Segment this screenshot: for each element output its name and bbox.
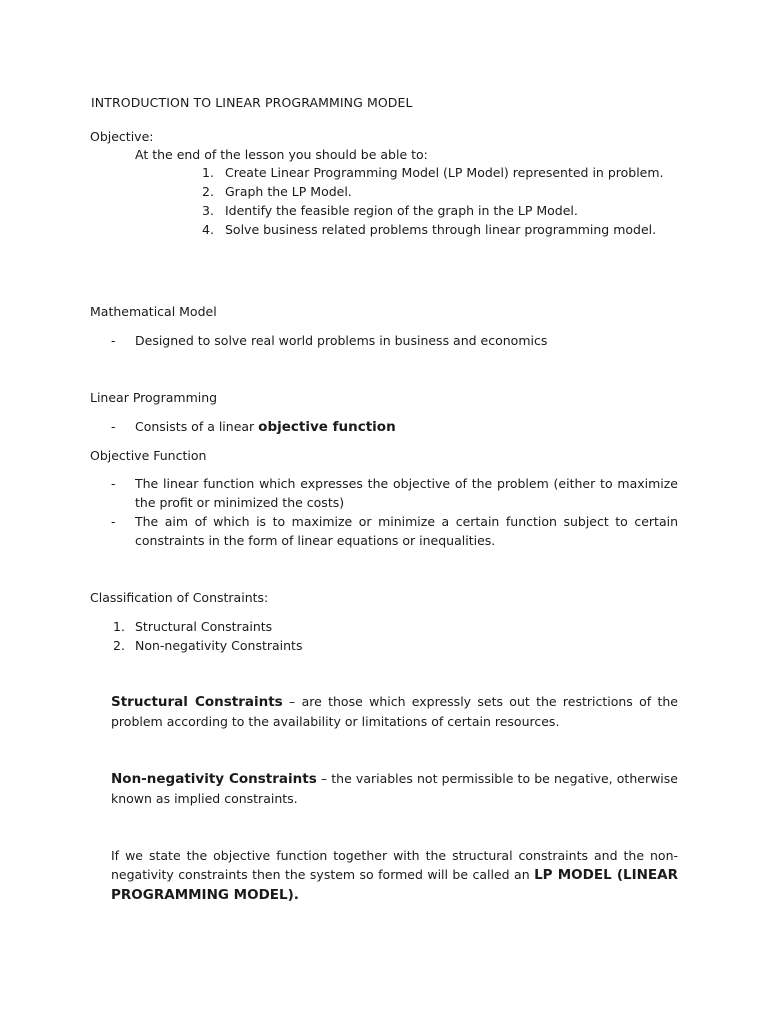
bullet-dash: -	[111, 514, 116, 529]
mathematical-model-list	[111, 331, 678, 350]
bold-term: Structural Constraints	[111, 694, 283, 710]
classification-heading: Classification of Constraints:	[90, 590, 269, 605]
list-text: Designed to solve real world problems in business and economics	[135, 333, 548, 348]
list-item	[202, 201, 664, 220]
list-text: Structural Constraints	[135, 619, 273, 634]
paragraph-text: If we state the objective function together with the structural constraints and the non-negativity constraints then the system so formed will be called an	[111, 848, 678, 882]
list-number: 3.	[202, 203, 214, 218]
list-item	[113, 617, 302, 636]
list-item	[202, 163, 664, 182]
list-text: Solve business related problems through linear programming model.	[225, 222, 657, 237]
bold-term: LP MODEL (LINEAR PROGRAMMING MODEL).	[111, 867, 678, 903]
bold-term: Non-negativity Constraints	[111, 771, 317, 787]
classification-list	[113, 617, 302, 655]
list-item	[111, 417, 678, 437]
list-text: The aim of which is to maximize or minimize a certain function subject to certain constraints in the form of linear equations or inequalities.	[135, 514, 678, 548]
list-text: Graph the LP Model.	[225, 184, 352, 199]
list-text: Identify the feasible region of the graph in the LP Model.	[225, 203, 578, 218]
bullet-dash: -	[111, 419, 116, 434]
nonnegativity-constraints-paragraph	[111, 769, 678, 808]
list-item	[111, 512, 678, 550]
lp-model-paragraph	[111, 846, 678, 905]
document-title: INTRODUCTION TO LINEAR PROGRAMMING MODEL	[91, 95, 413, 110]
bullet-dash: -	[111, 476, 116, 491]
list-number: 2.	[202, 184, 214, 199]
list-item	[113, 636, 302, 655]
definition-text: – the variables not permissible to be negative, otherwise known as implied constraints.	[111, 771, 678, 806]
bold-term: objective function	[258, 419, 396, 435]
objective-function-heading: Objective Function	[90, 448, 207, 463]
linear-programming-heading: Linear Programming	[90, 390, 218, 405]
objective-intro: At the end of the lesson you should be able to:	[135, 147, 428, 162]
objective-function-list	[111, 474, 678, 550]
structural-constraints-paragraph	[111, 692, 678, 731]
objective-list	[202, 163, 664, 239]
list-text	[135, 417, 678, 437]
list-number: 4.	[202, 222, 214, 237]
bullet-dash: -	[111, 333, 116, 348]
linear-programming-list	[111, 417, 678, 437]
list-text: Create Linear Programming Model (LP Model) represented in problem.	[225, 165, 664, 180]
mathematical-model-heading: Mathematical Model	[90, 304, 217, 319]
list-item	[111, 474, 678, 512]
definition-text: – are those which expressly sets out the restrictions of the problem according to the availability or limitations of certain resources.	[111, 694, 678, 729]
list-text: Non-negativity Constraints	[135, 638, 303, 653]
list-text: The linear function which expresses the objective of the problem (either to maximize the profit or minimized the costs)	[135, 476, 678, 510]
list-item	[111, 331, 678, 350]
list-number: 2.	[113, 638, 125, 653]
list-number: 1.	[113, 619, 125, 634]
list-number: 1.	[202, 165, 214, 180]
list-item	[202, 182, 664, 201]
list-item	[202, 220, 664, 239]
list-text-prefix: Consists of a linear	[135, 419, 259, 434]
objective-heading: Objective:	[90, 129, 154, 144]
